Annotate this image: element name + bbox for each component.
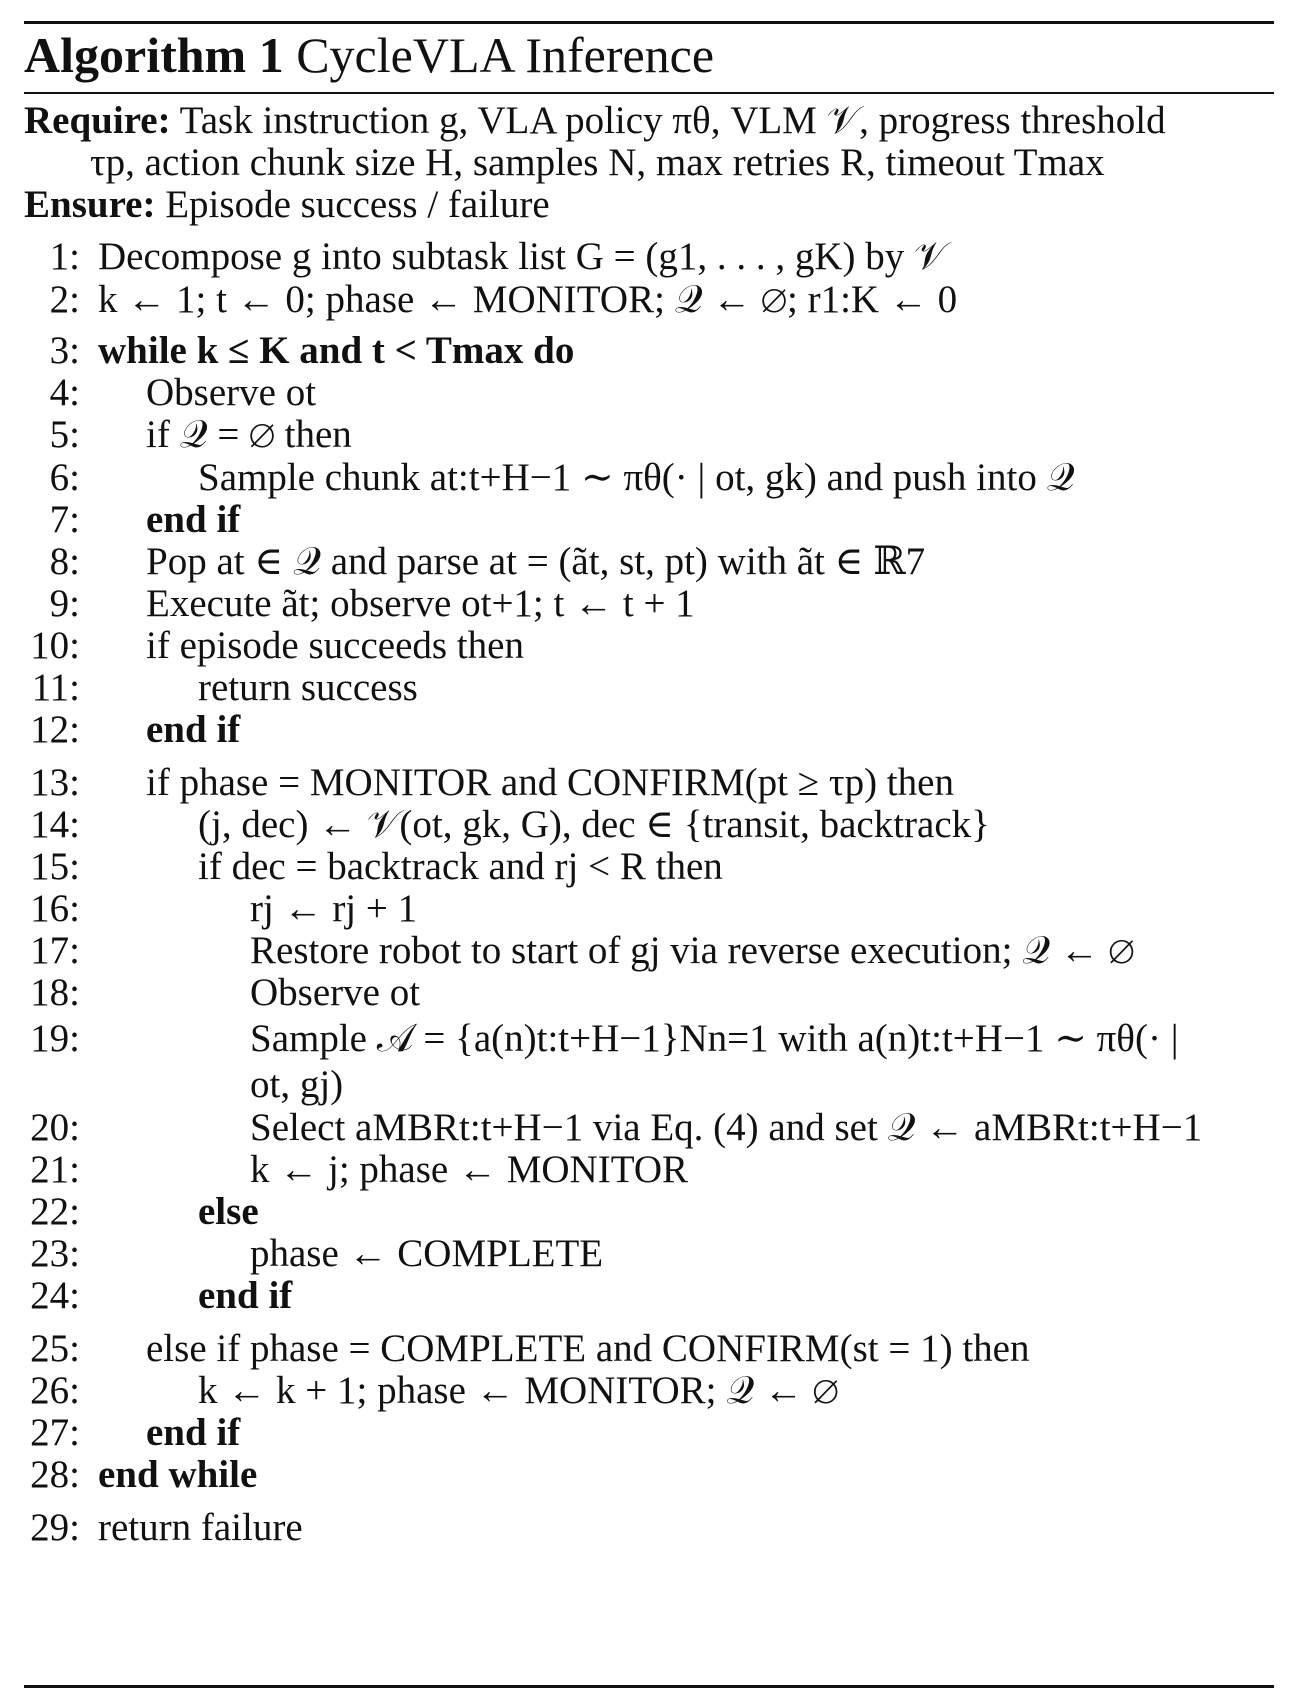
algo-line-13 (24, 760, 954, 806)
line-text: Restore robot to start of gj via reverse execution; 𝒬 ← ∅ (250, 929, 1135, 972)
algo-line-1 (24, 234, 947, 280)
title-rule (24, 92, 1274, 94)
line-text: if dec = backtrack and rj < R then (198, 845, 723, 888)
require-line-2 (24, 140, 1105, 186)
line-text: Execute ãt; observe ot+1; t ← t + 1 (146, 582, 695, 625)
line-number: 1: (49, 235, 80, 278)
line-number: 21: (30, 1148, 80, 1191)
line-text: Observe ot (250, 971, 421, 1014)
algo-line-12 (24, 707, 240, 753)
line-number: 16: (30, 887, 80, 930)
algo-line-6 (24, 455, 1075, 501)
line-number: 5: (49, 413, 80, 456)
line-text: (j, dec) ← 𝒱(ot, gk, G), dec ∈ {transit, backtrack} (198, 803, 990, 846)
ensure-text: Episode success / failure (165, 183, 550, 226)
line-number: 20: (30, 1106, 80, 1149)
line-number: 26: (30, 1369, 80, 1412)
line-number: 22: (30, 1190, 80, 1233)
algo-line-19-cont (24, 1062, 343, 1108)
line-number: 6: (49, 456, 80, 499)
line-text: end if (146, 1411, 241, 1454)
algorithm-title (24, 24, 714, 86)
algo-line-9 (24, 581, 695, 627)
line-number: 25: (30, 1327, 80, 1370)
algo-line-25 (24, 1326, 1029, 1372)
line-text: end if (198, 1274, 293, 1317)
line-number: 14: (30, 803, 80, 846)
algo-line-7 (24, 497, 240, 543)
line-text: while k ≤ K and t < Tmax do (98, 329, 575, 372)
algo-line-19 (24, 1016, 1179, 1062)
ensure-label: Ensure: (24, 183, 156, 226)
algo-line-22 (24, 1189, 259, 1235)
ensure-line (24, 182, 550, 228)
line-text: Select aMBRt:t+H−1 via Eq. (4) and set 𝒬 ← aMBRt:t+H−1 (250, 1106, 1203, 1149)
algo-line-23 (24, 1231, 603, 1277)
line-number: 9: (49, 582, 80, 625)
line-text: return success (198, 666, 418, 709)
algo-line-14 (24, 802, 990, 848)
line-text: k ← k + 1; phase ← MONITOR; 𝒬 ← ∅ (198, 1369, 839, 1412)
algorithm-name: CycleVLA Inference (296, 27, 715, 83)
line-text: Sample 𝒜 = {a(n)t:t+H−1}Nn=1 with a(n)t:t+H−1 ∼ πθ(· | (250, 1017, 1179, 1060)
algo-line-3 (24, 328, 574, 374)
algo-line-5 (24, 412, 352, 458)
line-text: Observe ot (146, 371, 317, 414)
algo-line-21 (24, 1147, 688, 1193)
algo-line-20 (24, 1105, 1202, 1151)
line-number: 29: (30, 1506, 80, 1549)
algo-line-28 (24, 1452, 257, 1498)
algo-line-11 (24, 665, 418, 711)
line-text: end if (146, 498, 241, 541)
line-number: 18: (30, 971, 80, 1014)
line-number: 10: (30, 624, 80, 667)
line-text: k ← j; phase ← MONITOR (250, 1148, 689, 1191)
line-text: ot, gj) (250, 1063, 344, 1106)
line-text: else if phase = COMPLETE and CONFIRM(st = 1) then (146, 1327, 1030, 1370)
algo-line-15 (24, 844, 723, 890)
line-number: 12: (30, 708, 80, 751)
line-text: else (198, 1190, 259, 1233)
algorithm-label: Algorithm 1 (24, 27, 284, 83)
line-text: Sample chunk at:t+H−1 ∼ πθ(· | ot, gk) and push into 𝒬 (198, 456, 1075, 499)
algo-line-16 (24, 886, 417, 932)
line-text: return failure (98, 1506, 303, 1549)
line-number: 13: (30, 761, 80, 804)
algo-line-4 (24, 370, 316, 416)
algo-line-27 (24, 1410, 240, 1456)
line-number: 3: (49, 329, 80, 372)
line-number: 4: (49, 371, 80, 414)
line-number: 23: (30, 1232, 80, 1275)
line-number: 19: (30, 1017, 80, 1060)
algo-line-17 (24, 928, 1135, 974)
line-text: end if (146, 708, 241, 751)
line-number: 15: (30, 845, 80, 888)
line-number: 28: (30, 1453, 80, 1496)
line-number: 11: (31, 666, 80, 709)
require-text-2: τp, action chunk size H, samples N, max retries R, timeout Tmax (90, 141, 1105, 184)
algo-line-24 (24, 1273, 292, 1319)
algo-line-10 (24, 623, 524, 669)
line-text: rj ← rj + 1 (250, 887, 418, 930)
line-number: 7: (49, 498, 80, 541)
line-text: end while (98, 1453, 258, 1496)
require-text-1: Task instruction g, VLA policy πθ, VLM 𝒱, progress threshold (179, 99, 1166, 142)
algo-line-29 (24, 1505, 303, 1551)
line-text: if episode succeeds then (146, 624, 524, 667)
line-text: phase ← COMPLETE (250, 1232, 604, 1275)
require-label: Require: (24, 99, 171, 142)
line-text: Pop at ∈ 𝒬 and parse at = (ãt, st, pt) with ãt ∈ ℝ7 (146, 540, 926, 583)
algo-line-2 (24, 277, 957, 323)
line-number: 8: (49, 540, 80, 583)
line-text: if 𝒬 = ∅ then (146, 413, 352, 456)
line-number: 17: (30, 929, 80, 972)
line-number: 27: (30, 1411, 80, 1454)
algo-line-8 (24, 539, 925, 585)
algo-line-18 (24, 970, 420, 1016)
require-line-1 (24, 98, 1166, 144)
line-number: 2: (49, 278, 80, 321)
algo-line-26 (24, 1368, 839, 1414)
line-number: 24: (30, 1274, 80, 1317)
line-text: if phase = MONITOR and CONFIRM(pt ≥ τp) then (146, 761, 954, 804)
line-text: k ← 1; t ← 0; phase ← MONITOR; 𝒬 ← ∅; r1:K ← 0 (98, 278, 958, 321)
line-text: Decompose g into subtask list G = (g1, . . . , gK) by 𝒱 (98, 235, 947, 278)
bottom-rule (24, 1685, 1274, 1688)
